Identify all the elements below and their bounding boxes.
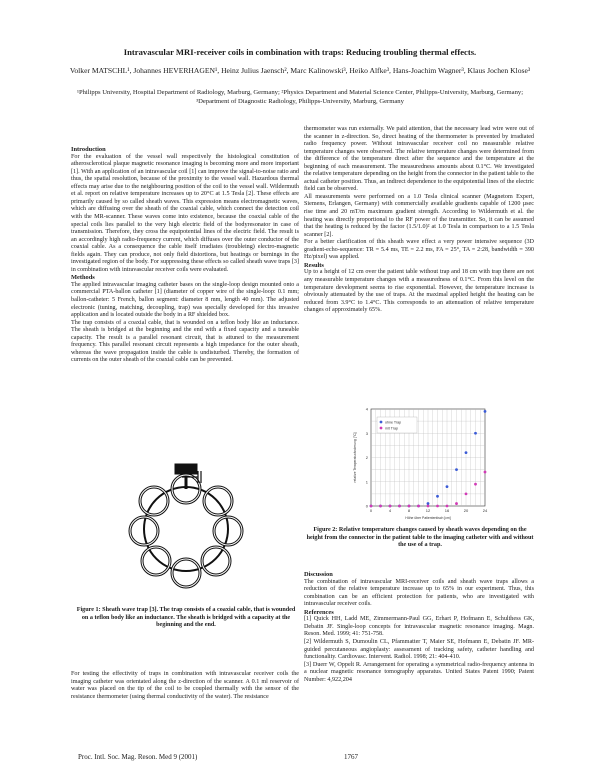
legend-label: ohne Trap (385, 420, 402, 425)
y-tick-label: 3 (365, 430, 368, 436)
discussion-heading: Discussion (304, 571, 333, 578)
author-list: Volker MATSCHL¹, Johannes HEVERHAGEN¹, Heinz Julius Jaensch², Marc Kalinowski³, Heiko Alfke³, Hans-Joachim Wagner³, Klaus Jochen Klose³ (69, 66, 531, 75)
legend-box (377, 417, 417, 433)
y-tick-label: 1 (365, 479, 368, 485)
x-tick-label: 8 (407, 508, 411, 513)
discussion-paragraph: The combination of intravascular MRI-receiver coils and sheath wave traps allows a reduction of the relative temperature increase up to 65% in our experiment. Thus, this combination can be an efficient protection for patients, who are investigated with intravascular receiver coils. (304, 578, 534, 608)
legend-marker (380, 421, 383, 424)
reference-1: [1] Quick HH, Ladd ME, Zimmermann-Paul GG, Erhart P, Hofmann E, Schulthess GK, Debatin JF. Single-loop concepts for intravascular magnetic resonance imaging. Magn. Reson. Med. 1999; 41: 751-758. (304, 616, 534, 638)
data-point-mit-trap (446, 505, 449, 508)
data-point-mit-trap (417, 505, 420, 508)
results-heading: Results (304, 261, 324, 269)
data-point-ohne-trap (474, 432, 477, 435)
y-axis-label: relative Temperaturänderung [°C] (353, 432, 357, 483)
reference-3: [3] Duerr W, Oppelt R. Arrangement for operating a symmetrical radio-frequency antenna in a nuclear magnetic resonance tomography apparatus. United States Patent 1990; Patent Number: 4,922,204 (304, 661, 534, 683)
left-column (71, 146, 299, 365)
methods-paragraph-3: For testing the effectivity of traps in combination with intravascular receiver coils the imaging catheter was orientated along the z-direction of the scanner. A 0.1 ml reservoir of water was placed on the tip of the coil to be coupled thermally with the sensor of the resistance thermometer (using thermal conductivity of the water). The resistance (71, 671, 299, 700)
paper-title: Intravascular MRI-receiver coils in combination with traps: Reducing troubling thermal effects. (123, 47, 477, 57)
data-point-mit-trap (379, 505, 382, 508)
references-heading: References (304, 608, 334, 616)
x-tick-label: 0 (369, 508, 373, 513)
y-tick-label: 2 (365, 455, 368, 460)
methods-heading: Methods (71, 274, 95, 282)
x-tick-label: 20 (463, 508, 469, 513)
x-tick-label: 12 (425, 508, 431, 513)
data-point-mit-trap (370, 505, 373, 508)
data-point-mit-trap (455, 502, 458, 505)
data-point-ohne-trap (427, 502, 430, 505)
methods-paragraph-4: thermometer was run externally. We paid attention, that the necessary lead wire were out of the scanner in z-direction. So, direct heating of the thermometer is prevented by irradiated radio frequency power. Without intravascular receiver coil no measurable relative temperature changes were observed. The relative temperature changes were determined from the difference of the temperature direct after the sequence and the temperature at the beginning of each measurement. The measuredness amounts about 0.1°C. We investigated the relative temperature depending on the height from the connector in the patient table to the actual catheter position. Thus, an indirect dependence to the equipotential lines of the electric field can be observed. (304, 126, 534, 193)
figure-2-chart (349, 401, 491, 526)
y-tick-label: 4 (365, 406, 368, 412)
x-tick-label: 16 (444, 508, 450, 513)
data-point-mit-trap (389, 505, 392, 508)
affiliations: ¹Philipps University, Hospital Department of Radiology, Marburg, Germany; ²Physics Department and Material Science Center, Philipps-University, Marburg, Germany; ³Department of Diagnostic Radiology, Philipps-University, Marburg, Germany (76, 89, 524, 105)
intro-paragraph: For the evaluation of the vessel wall respectively the histological constitution of atherosclerotical plaque magnetic resonance imaging is becoming more and more important [1]. With an application of an intravascular coil [1] can improve the signal-to-noise ratio and thus, the spatial resolution, because of the proximity to the vessel wall. Hazardous thermal effects may arise due to the neighbouring position of the coil to the vessel wall. Wildermuth et al. report on relative temperature increases up to 20°C at 1.5 Tesla [2]. These effects are primarily caused by so called sheath waves. This expression means electromagnetic waves, which are diffusing over the sheath of the coaxial cable, which connect the detection coil with the MR-scanner. These waves come into existence, because the coaxial cable of the special coils lies parallel to the very high electric field of the bodyresonator in case of transmission. Therefore, they cross the equipotential lines of the electric field. The result is an accordingly high radio-frequency current, which diffuses over the outer conductor of the coaxial cable. As a consequence the cable itself irradiates (troubleing) electro-magnetic fields again. They can produce, not only field distortions, but heatings or burnings in the investigated region of the body. For suppressing these effects so called sheath wave traps [3] in combination with intravascular receiver coils were evaluated. (71, 153, 299, 273)
footer-journal: Proc. Intl. Soc. Mag. Reson. Med 9 (2001) (78, 753, 198, 761)
data-point-mit-trap (427, 505, 430, 508)
methods-paragraph-5: All measurements were performed on a 1.0 Tesla clinical scanner (Magnetom Expert, Siemens, Erlangen, Germany) with commercially available gradients capable of 1200 µsec rise time and 20 mT/m maximum gradient strength. According to Wildermuth et al. the heating was directly proportional to the RF power of the transmitter. So, it can be assumed that the heating is reduced by the factor (1.5/1.0)² at 1.0 Tesla in comparison to a 1.5 Tesla scanner [2]. (304, 193, 534, 238)
data-point-mit-trap (436, 505, 439, 508)
figure-1-trap-drawing (106, 459, 266, 591)
data-point-mit-trap (398, 505, 401, 508)
data-point-ohne-trap (455, 468, 458, 471)
data-point-mit-trap (465, 492, 468, 495)
data-point-ohne-trap (465, 451, 468, 454)
methods-paragraph-6: For a better clarification of this sheath wave effect a very power intensive sequence (3D gradient-echo-sequence: TR = 5.4 ms, TE = 2.2 ms, FA = 25°, TA = 2:28, bandwidth = 390 Hz/pixel) was applied. (304, 239, 534, 261)
figure-2-caption: Figure 2: Relative temperature changes caused by sheath waves depending on the height from the connector in the patient table to the imaging catheter with and without the use of a trap. (306, 527, 534, 549)
reference-2: [2] Wildermuth S, Dumoulin CL, Pfammatter T, Maier SE, Hofmann E, Debatin JF. MR-guided percutaneous angioplasty: assessment of tracking safety, catheter handling and functionality. Cardiovasc. Intervent. Radiol. 1998; 21: 404-410. (304, 639, 534, 661)
data-point-mit-trap (408, 505, 411, 508)
data-point-mit-trap (484, 471, 487, 474)
x-tick-label: 24 (482, 508, 488, 513)
intro-heading: Introduction (71, 146, 106, 153)
methods-paragraph-2: The trap consists of a coaxial cable, that is wounded on a teflon body like an inductance. The sheath is bridged at the beginning and the end with a fixed capacity and a tuneable capacity. The result is a parallel resonant circuit, that is attuned to the measurement frequency. This parallel resonant circuit represents a high impedance for the outer sheath, whereas the wave propagation inside the cable is undisturbed. Thereby, the formation of currents on the outer sheath of the coaxial cable can be prevented. (71, 319, 299, 364)
x-tick-label: 4 (388, 508, 392, 513)
data-point-ohne-trap (446, 485, 449, 488)
data-point-ohne-trap (436, 495, 439, 498)
page-number: 1767 (344, 753, 358, 761)
y-tick-label: 0 (365, 503, 368, 509)
legend-marker (380, 427, 383, 430)
legend-label: mit Trap (385, 426, 398, 431)
data-point-ohne-trap (484, 410, 487, 413)
methods-paragraph-1: The applied intravascular imaging catheter bases on the single-loop design mounted onto a commercial PTA-ballon catheter [1] (diameter of copper wire of the single-loop: 0.1 mm; ballon-catheter: 5 French, ballon segment: diameter 8 mm, length 40 mm). The adjusted electronic (tuning, matching, decoupling, trap) was specially developed for this invasive application and is located outside the body in a RF shielded box. (71, 281, 299, 319)
figure-1-caption: Figure 1: Sheath wave trap [3]. The trap consists of a coaxial cable, that is wounded on a teflon body like an inductance. The sheath is bridged with a capacity at the beginning and the end. (76, 607, 296, 629)
data-point-mit-trap (474, 483, 477, 486)
results-paragraph: Up to a height of 12 cm over the patient table without trap and 18 cm with trap there are not any measurable temperature changes with a measuredness of 0.1°C. From this level on the temperature development seems to rise exponential. However, the temperature increase is obviously attenuated by the use of traps. At the maximal applied height the heating can be reduced from 3.9°C to 1.4°C. This corresponds to an attenuation of relative temperature changes of approximately 65%. (304, 269, 534, 314)
right-bottom-column (304, 571, 534, 684)
right-column (304, 126, 534, 315)
left-bottom-column (71, 671, 299, 701)
x-axis-label: Höhe über Patiententisch [cm] (405, 516, 451, 520)
